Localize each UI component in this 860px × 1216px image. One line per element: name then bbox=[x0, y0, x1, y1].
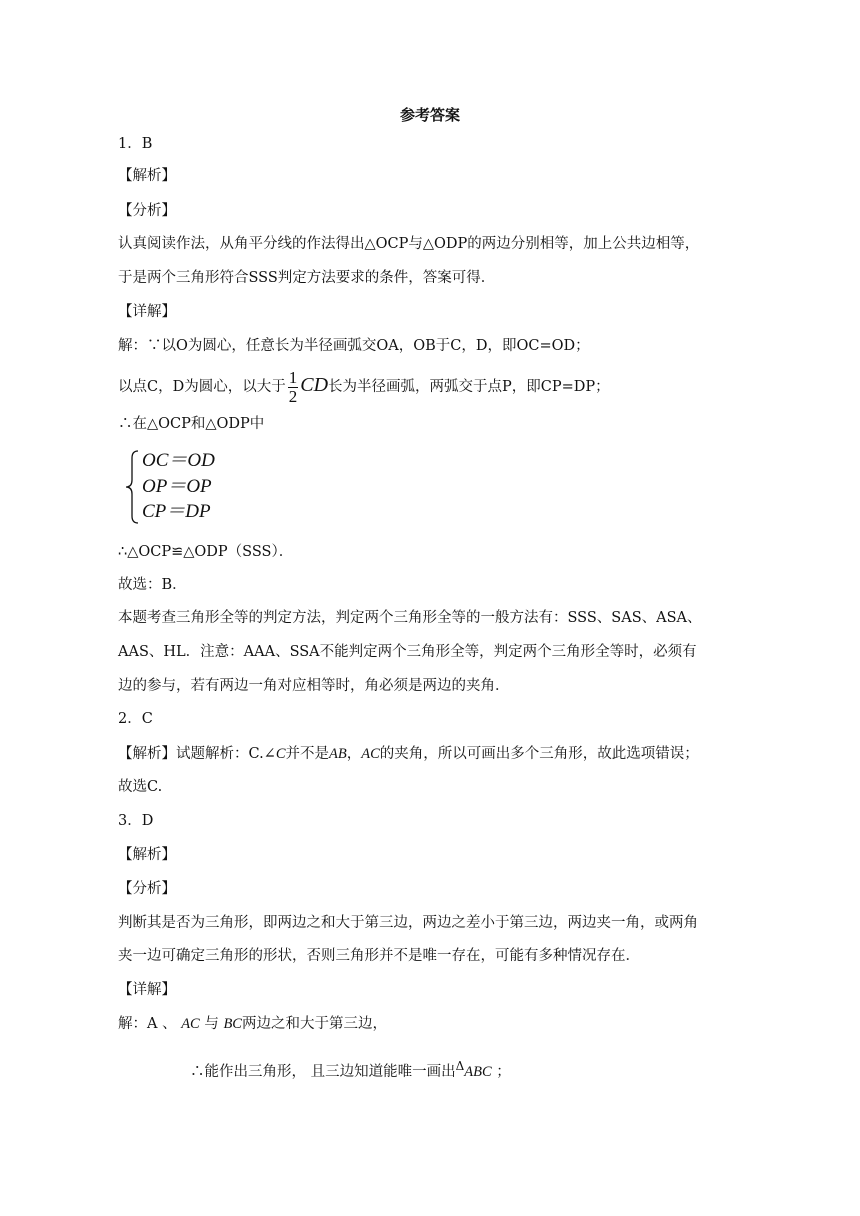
q2-explanation bbox=[118, 744, 699, 764]
q1-choose: 故选：B． bbox=[118, 577, 187, 593]
q1-analysis-line2: 于是两个三角形符合SSS判定方法要求的条件，答案可得． bbox=[118, 270, 496, 286]
q1-conclusion: ∴△OCP≌△ODP（SSS）． bbox=[118, 544, 294, 560]
equation-3: CP＝DP bbox=[142, 501, 211, 522]
q1-note-line3: 边的参与，若有两边一角对应相等时，角必须是两边的夹角． bbox=[118, 678, 510, 694]
left-brace-icon bbox=[118, 448, 142, 526]
q3-detail-b bbox=[190, 1056, 511, 1082]
q3-answer: 3．D bbox=[118, 813, 154, 829]
q2-text-a: 试题解析：C.∠ bbox=[176, 746, 276, 762]
q3-fenxi-label: 【分析】 bbox=[118, 881, 176, 897]
var-abc: ABC bbox=[464, 1064, 492, 1080]
q1-fenxi-label: 【分析】 bbox=[118, 203, 176, 219]
page-title: 参考答案 bbox=[399, 106, 460, 124]
q1-note-line1: 本题考查三角形全等的判定方法，判定两个三角形全等的一般方法有：SSS、SAS、ASA、 bbox=[118, 610, 702, 626]
q1-detail-line2-pre: 以点C，D为圆心，以大于 bbox=[118, 379, 286, 395]
q3-detail-a-mid: 与 bbox=[199, 1016, 224, 1032]
q3-detail-b-post: ； bbox=[491, 1064, 511, 1080]
var-bc: BC bbox=[223, 1016, 242, 1032]
q3-jiexi-label: 【解析】 bbox=[118, 847, 176, 863]
q1-xiangjie-label: 【详解】 bbox=[118, 304, 176, 320]
q3-detail-a-post: 两边之和大于第三边， bbox=[241, 1016, 387, 1032]
var-cd: CD bbox=[300, 374, 329, 396]
q3-detail-a-pre: 解：A 、 bbox=[118, 1016, 182, 1032]
q2-answer: 2．C bbox=[118, 711, 153, 727]
q1-answer: 1．B bbox=[118, 136, 153, 152]
equation-system bbox=[118, 448, 238, 526]
q1-note-line2: AAS、HL．注意：AAA、SSA不能判定两个三角形全等，判定两个三角形全等时，必须有 bbox=[118, 644, 697, 660]
triangle-symbol: Δ bbox=[455, 1059, 465, 1073]
q2-separator: ， bbox=[346, 746, 362, 762]
var-ab: AB bbox=[329, 746, 347, 762]
var-ac: AC bbox=[181, 1016, 200, 1032]
fraction-numerator: 1 bbox=[288, 367, 298, 387]
q2-jiexi-label: 【解析】 bbox=[118, 746, 176, 762]
q2-choose: 故选C. bbox=[118, 779, 163, 795]
q1-analysis-line1: 认真阅读作法，从角平分线的作法得出△OCP与△ODP的两边分别相等，加上公共边相等， bbox=[118, 236, 700, 252]
q3-xiangjie-label: 【详解】 bbox=[118, 982, 176, 998]
q1-detail-line2 bbox=[118, 366, 610, 406]
q3-detail-a bbox=[118, 1014, 387, 1034]
var-c: C bbox=[275, 746, 286, 762]
q1-detail-line3: ∴在△OCP和△ODP中 bbox=[118, 416, 265, 432]
q3-analysis-line2: 夹一边可确定三角形的形状，否则三角形并不是唯一存在，可能有多种情况存在． bbox=[118, 948, 640, 964]
equation-2: OP＝OP bbox=[142, 476, 212, 497]
q2-text-b: 并不是 bbox=[285, 746, 330, 762]
var-ac: AC bbox=[361, 746, 380, 762]
equation-1: OC＝OD bbox=[142, 450, 215, 471]
q1-jiexi-label: 【解析】 bbox=[118, 168, 176, 184]
q3-analysis-line1: 判断其是否为三角形，即两边之和大于第三边，两边之差小于第三边，两边夹一角，或两角 bbox=[118, 915, 698, 931]
q3-detail-b-pre: ∴能作出三角形， 且三边知道能唯一画出 bbox=[190, 1064, 456, 1080]
q2-text-c: 的夹角，所以可画出多个三角形，故此选项错误； bbox=[379, 746, 699, 762]
q1-detail-line2-post: 长为半径画弧，两弧交于点P，即CP=DP； bbox=[328, 379, 610, 395]
fraction-denominator: 2 bbox=[288, 386, 298, 406]
q1-detail-line1: 解：∵以O为圆心，任意长为半径画弧交OA，OB于C，D，即OC=OD； bbox=[118, 338, 590, 354]
one-half-fraction bbox=[288, 369, 299, 406]
